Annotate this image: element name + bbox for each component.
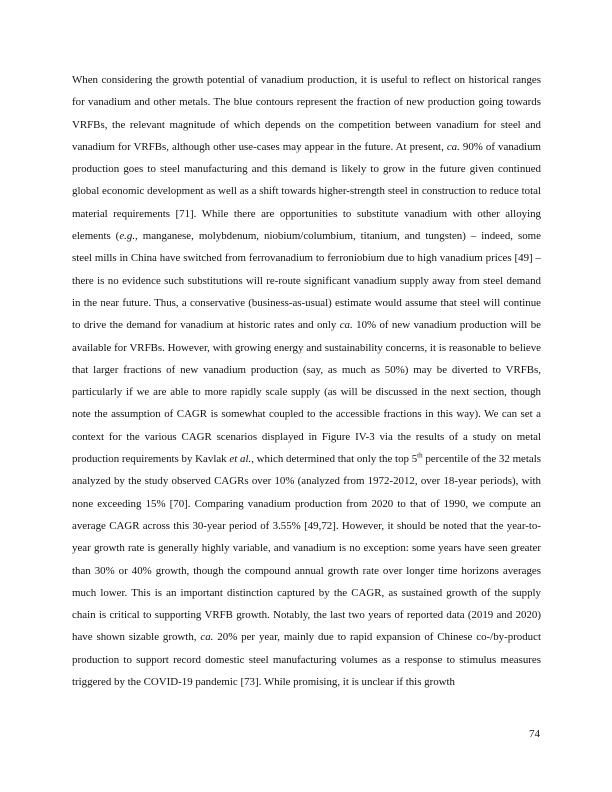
paragraph-text: 90% of vanadium production goes to steel manufacturing and this demand is likely to grow in the future given continued global economic development as well as a shift towards higher-strength steel in construction to reduce total material requirements [71]. While there are opportunities to substitute vanadium with other alloying elements ( xyxy=(72,140,541,243)
paragraph-text: , manganese, molybdenum, niobium/columbium, titanium, and tungsten) – indeed, some steel mills in China have switched from ferrovanadium to ferroniobium due to high vanadium prices [49] – there is no evidence such substitutions will re-route significant vanadium supply away from steel demand in the near future. Thus, a conservative (business-as-usual) estimate would assume that steel will continue to drive the demand for vanadium at historic rates and only xyxy=(72,230,541,332)
paragraph-text: percentile of the 32 metals analyzed by the study observed CAGRs over 10% (analyzed from 1972-2012, over 18-year periods), with none exceeding 15% [70]. Comparing vanadium production from 2020 to that of 1990, we compute an average CAGR across this 30-year period of 3.55% [49,72]. However, it should be noted that the year-to-year growth rate is generally highly variable, and vanadium is no exception: some years have seen greater than 30% or 40% growth, though the compound annual growth rate over longer time horizons averages much lower. This is an important distinction captured by the CAGR, as sustained growth of the supply chain is critical to supporting VRFB growth. Notably, the last two years of reported data (2019 and 2020) have shown sizable growth, xyxy=(72,453,541,644)
italic-abbreviation: e.g. xyxy=(119,230,136,243)
italic-abbreviation: ca. xyxy=(339,319,353,332)
paragraph-text: When considering the growth potential of vanadium production, it is useful to reflect on historical ranges for vanadium and other metals. The blue contours represent the fraction of new production going towards VRFBs, the relevant magnitude of which depends on the competition between vanadium for steel and vanadium for VRFBs, although other use-cases may appear in the future. At present, xyxy=(72,74,541,153)
paragraph-text: 10% of new vanadium production will be available for VRFBs. However, with growing energy and sustainability concerns, it is reasonable to believe that larger fractions of new vanadium production (say, as much as 50%) may be diverted to VRFBs, particularly if we are able to more rapidly scale supply (as will be discussed in the next section, though note the assumption of CAGR is somewhat coupled to the accessible fractions in this way). We can set a context for the various CAGR scenarios displayed in Figure IV-3 via the results of a study on metal production requirements by Kavlak xyxy=(72,319,541,466)
paragraph-text: 20% per year, mainly due to rapid expansion of Chinese co-/by-product production to support record domestic steel manufacturing volumes as a response to stimulus measures triggered by the COVID-19 pandemic [73]. While promising, it is unclear if this growth xyxy=(72,631,541,689)
body-paragraph xyxy=(72,69,541,693)
superscript-ordinal: th xyxy=(417,451,423,460)
italic-abbreviation: et al. xyxy=(229,453,252,466)
italic-abbreviation: ca. xyxy=(200,631,214,644)
page-number: 74 xyxy=(529,728,540,740)
paragraph-text: , which determined that only the top 5 xyxy=(251,453,418,466)
italic-abbreviation: ca. xyxy=(446,140,460,153)
